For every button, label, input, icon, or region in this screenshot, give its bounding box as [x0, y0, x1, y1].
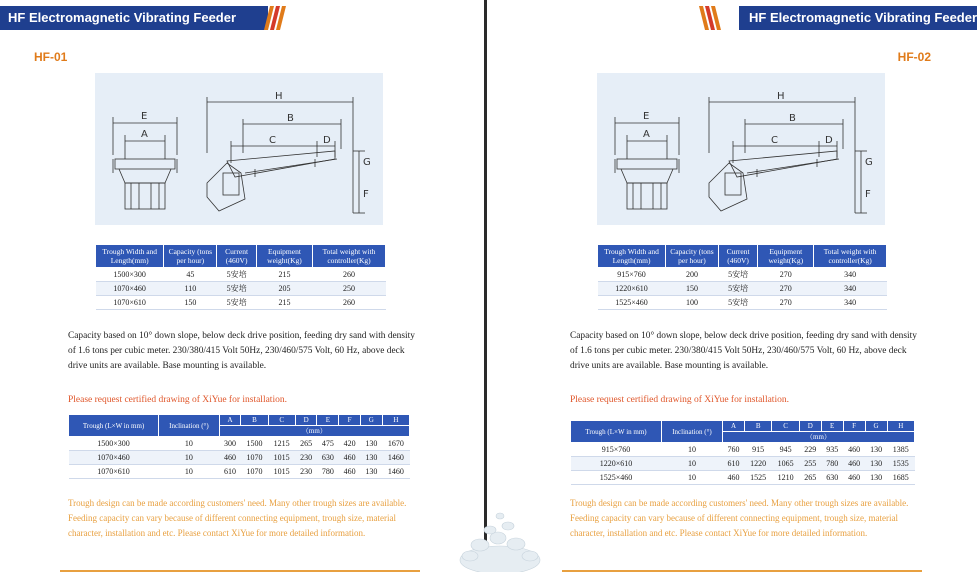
table-cell: 270: [758, 282, 814, 296]
table-cell: 1070×460: [96, 282, 164, 296]
dim-header-unit: （mm）: [219, 426, 409, 437]
table-cell: 265: [799, 471, 821, 485]
table-cell: 1535: [887, 457, 914, 471]
spec-header: Equipment weight(Kg): [758, 245, 814, 268]
table-cell: 760: [723, 443, 745, 457]
table-cell: 230: [295, 451, 317, 465]
table-cell: 229: [799, 443, 821, 457]
dim-label-e: E: [141, 111, 148, 122]
table-cell: 1500: [241, 437, 268, 451]
table-cell: 150: [666, 282, 719, 296]
feeder-drawing: [95, 73, 383, 225]
table-row: [69, 465, 410, 479]
table-cell: 1220×610: [598, 282, 666, 296]
dim-label-h: H: [275, 91, 283, 102]
dim-label-d: D: [323, 135, 331, 146]
table-cell: 1065: [772, 457, 799, 471]
left-page: [0, 0, 484, 572]
table-cell: 340: [814, 296, 887, 310]
table-cell: 1220×610: [571, 457, 662, 471]
table-cell: 1015: [268, 465, 295, 479]
table-cell: 130: [360, 437, 382, 451]
table-cell: 10: [661, 443, 722, 457]
dim-header-letter: B: [744, 421, 771, 432]
table-cell: 780: [821, 457, 843, 471]
table-cell: 1525: [744, 471, 771, 485]
dim-header-letter: G: [360, 415, 382, 426]
dim-header-inclination: Inclination (°): [661, 421, 722, 443]
dim-label-f: F: [865, 189, 871, 200]
table-cell: 255: [799, 457, 821, 471]
table-cell: 130: [865, 457, 887, 471]
capacity-paragraph: Capacity based on 10° down slope, below deck drive position, feeding dry sand with density of 1.6 tons per cubic meter. 230/380/415 Volt 50Hz, 230/460/575 Volt, 60 Hz, above deck drive units are available. Base mounting is available.: [68, 331, 415, 371]
table-row: [96, 268, 386, 282]
dim-label-a: A: [141, 129, 148, 140]
table-cell: 1070: [241, 451, 268, 465]
dim-header-unit: （mm）: [723, 432, 915, 443]
feeder-drawing: [597, 73, 885, 225]
dim-label-a: A: [643, 129, 650, 140]
table-cell: 1460: [382, 465, 409, 479]
table-cell: 205: [256, 282, 312, 296]
table-cell: 270: [758, 296, 814, 310]
table-cell: 1670: [382, 437, 409, 451]
table-cell: 10: [661, 471, 722, 485]
right-page: [487, 0, 977, 572]
table-row: [598, 282, 887, 296]
dim-header-letter: A: [219, 415, 241, 426]
table-cell: 200: [666, 268, 719, 282]
dim-header-letter: C: [772, 421, 799, 432]
table-cell: 130: [865, 471, 887, 485]
dim-header-letter: F: [843, 421, 865, 432]
table-cell: 460: [339, 451, 361, 465]
table-cell: 260: [312, 296, 385, 310]
feeder-diagram: [95, 73, 383, 225]
table-cell: 1070×610: [69, 465, 159, 479]
table-row: [598, 296, 887, 310]
table-cell: 130: [360, 465, 382, 479]
dim-header-letter: H: [382, 415, 409, 426]
feeder-diagram: [597, 73, 885, 225]
dim-header-letter: H: [887, 421, 914, 432]
dim-header-letter: E: [317, 415, 339, 426]
dim-header-letter: G: [865, 421, 887, 432]
table-cell: 10: [159, 451, 220, 465]
dim-label-c: C: [771, 135, 778, 146]
header-stripes-icon: [264, 6, 286, 30]
table-row: [69, 437, 410, 451]
table-cell: 935: [821, 443, 843, 457]
table-cell: 630: [821, 471, 843, 485]
table-cell: 1210: [772, 471, 799, 485]
table-cell: 1220: [744, 457, 771, 471]
dim-label-f: F: [363, 189, 369, 200]
table-cell: 945: [772, 443, 799, 457]
table-cell: 1070: [241, 465, 268, 479]
spec-header: Current (460V): [718, 245, 758, 268]
spec-header: Trough Width and Length(mm): [96, 245, 164, 268]
table-cell: 460: [843, 471, 865, 485]
dim-label-b: B: [287, 113, 294, 124]
table-cell: 1525×460: [598, 296, 666, 310]
table-cell: 215: [256, 268, 312, 282]
table-cell: 5安培: [718, 282, 758, 296]
spec-header: Trough Width and Length(mm): [598, 245, 666, 268]
design-note: Trough design can be made according customers' need. Many other trough sizes are available. Feeding capacity can vary because of different connecting equipment, trough size, material character, installation and etc. Please contact XiYue for more detailed information.: [68, 498, 407, 538]
dim-header-letter: F: [339, 415, 361, 426]
table-cell: 780: [317, 465, 339, 479]
spec-header: Total weight with controller(Kg): [312, 245, 385, 268]
table-cell: 460: [723, 471, 745, 485]
request-note: Please request certified drawing of XiYue for installation.: [68, 395, 287, 405]
spec-table: [597, 244, 887, 310]
table-cell: 460: [843, 457, 865, 471]
dim-label-c: C: [269, 135, 276, 146]
table-row: [571, 457, 915, 471]
table-cell: 460: [843, 443, 865, 457]
table-cell: 1500×300: [96, 268, 164, 282]
table-cell: 1500×300: [69, 437, 159, 451]
table-cell: 420: [339, 437, 361, 451]
table-cell: 5安培: [718, 296, 758, 310]
granules-decoration: [420, 490, 580, 572]
dim-label-e: E: [643, 111, 650, 122]
table-cell: 915×760: [598, 268, 666, 282]
table-cell: 10: [661, 457, 722, 471]
dim-header-letter: A: [723, 421, 745, 432]
table-row: [571, 471, 915, 485]
spec-header: Current (460V): [217, 245, 257, 268]
table-cell: 10: [159, 465, 220, 479]
table-cell: 460: [339, 465, 361, 479]
table-cell: 45: [164, 268, 217, 282]
dim-header-letter: C: [268, 415, 295, 426]
spec-header: Equipment weight(Kg): [256, 245, 312, 268]
table-cell: 5安培: [217, 268, 257, 282]
table-cell: 230: [295, 465, 317, 479]
table-cell: 130: [360, 451, 382, 465]
header-stripes-icon: [699, 6, 721, 30]
design-note: Trough design can be made according customers' need. Many other trough sizes are available. Feeding capacity can vary because of different connecting equipment, trough size, material character, installation and etc. Please contact XiYue for more detailed information.: [570, 498, 909, 538]
table-row: [598, 268, 887, 282]
table-cell: 215: [256, 296, 312, 310]
table-cell: 270: [758, 268, 814, 282]
table-cell: 300: [219, 437, 241, 451]
spec-header: Capacity (tons per hour): [164, 245, 217, 268]
dim-label-h: H: [777, 91, 785, 102]
table-cell: 340: [814, 282, 887, 296]
header-title: HF Electromagnetic Vibrating Feeder: [739, 6, 977, 30]
model-code: HF-02: [897, 50, 931, 64]
table-cell: 610: [723, 457, 745, 471]
table-cell: 260: [312, 268, 385, 282]
table-cell: 150: [164, 296, 217, 310]
table-cell: 100: [666, 296, 719, 310]
table-cell: 5安培: [718, 268, 758, 282]
table-cell: 915: [744, 443, 771, 457]
table-cell: 250: [312, 282, 385, 296]
spec-header: Total weight with controller(Kg): [814, 245, 887, 268]
table-cell: 1070×460: [69, 451, 159, 465]
capacity-paragraph: Capacity based on 10° down slope, below deck drive position, feeding dry sand with density of 1.6 tons per cubic meter. 230/380/415 Volt 50Hz, 230/460/575 Volt, 60 Hz, above deck drive units are available. Base mounting is available.: [570, 331, 917, 371]
table-cell: 1385: [887, 443, 914, 457]
table-cell: 5安培: [217, 296, 257, 310]
dim-header-letter: B: [241, 415, 268, 426]
table-cell: 1015: [268, 451, 295, 465]
dim-label-g: G: [865, 157, 873, 168]
table-cell: 130: [865, 443, 887, 457]
table-row: [69, 451, 410, 465]
dim-header-inclination: Inclination (°): [159, 415, 220, 437]
table-cell: 460: [219, 451, 241, 465]
dim-header-trough: Trough (L×W in mm): [69, 415, 159, 437]
dim-label-g: G: [363, 157, 371, 168]
table-row: [571, 443, 915, 457]
model-code: HF-01: [34, 50, 68, 64]
table-row: [96, 296, 386, 310]
table-cell: 5安培: [217, 282, 257, 296]
table-cell: 265: [295, 437, 317, 451]
table-cell: 10: [159, 437, 220, 451]
table-cell: 1460: [382, 451, 409, 465]
table-cell: 1685: [887, 471, 914, 485]
dim-header-trough: Trough (L×W in mm): [571, 421, 662, 443]
dimension-table: [68, 414, 410, 479]
table-cell: 340: [814, 268, 887, 282]
spec-table: [95, 244, 386, 310]
dim-label-b: B: [789, 113, 796, 124]
table-cell: 1070×610: [96, 296, 164, 310]
header-title: HF Electromagnetic Vibrating Feeder: [0, 6, 268, 30]
table-row: [96, 282, 386, 296]
table-cell: 630: [317, 451, 339, 465]
table-cell: 110: [164, 282, 217, 296]
dim-header-letter: D: [295, 415, 317, 426]
dimension-table: [570, 420, 915, 485]
spec-header: Capacity (tons per hour): [666, 245, 719, 268]
table-cell: 1215: [268, 437, 295, 451]
request-note: Please request certified drawing of XiYue for installation.: [570, 395, 789, 405]
table-cell: 610: [219, 465, 241, 479]
table-cell: 475: [317, 437, 339, 451]
table-cell: 1525×460: [571, 471, 662, 485]
table-cell: 915×760: [571, 443, 662, 457]
dim-header-letter: E: [821, 421, 843, 432]
dim-header-letter: D: [799, 421, 821, 432]
dim-label-d: D: [825, 135, 833, 146]
